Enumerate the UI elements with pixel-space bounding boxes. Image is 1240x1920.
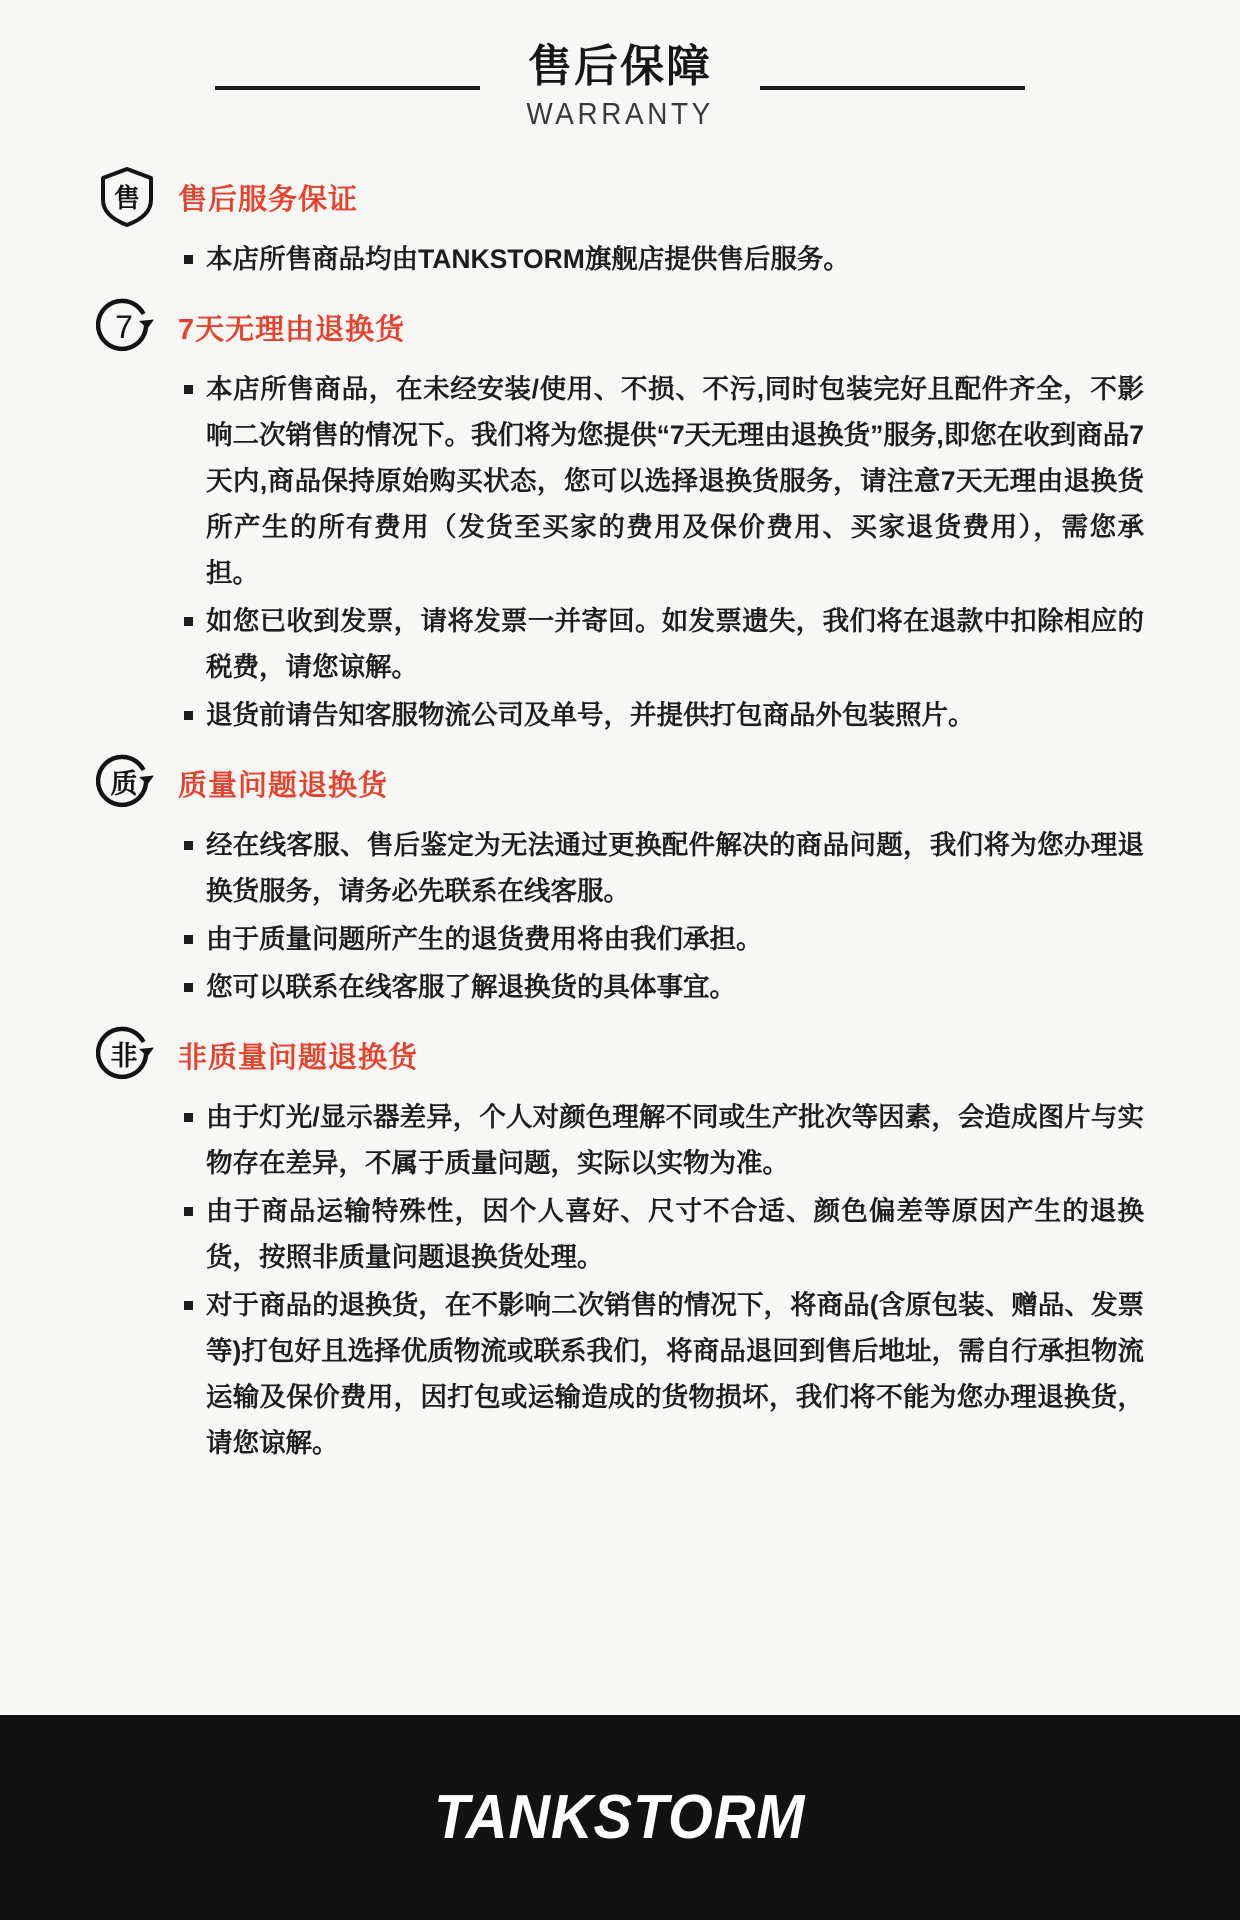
svg-text:非: 非 <box>110 1041 138 1073</box>
svg-text:7: 7 <box>115 309 133 346</box>
header-title-row <box>0 44 1240 132</box>
section-seven-day-return <box>96 296 1144 738</box>
refresh-zhi-icon <box>96 752 158 814</box>
brand-logo-text: TANKSTORM <box>434 1783 806 1852</box>
list-item: 经在线客服、售后鉴定为无法通过更换配件解决的商品问题，我们将为您办理退换货服务，请务必先联系在线客服。 <box>182 822 1144 914</box>
section-title: 7天无理由退换货 <box>178 313 406 346</box>
header-title-block <box>516 44 724 132</box>
section-header <box>96 296 1144 358</box>
section-header <box>96 166 1144 228</box>
section-header <box>96 1024 1144 1086</box>
list-item: 由于灯光/显示器差异，个人对颜色理解不同或生产批次等因素，会造成图片与实物存在差异，不属于质量问题，实际以实物为准。 <box>182 1094 1144 1186</box>
section-header <box>96 752 1144 814</box>
list-item: 对于商品的退换货，在不影响二次销售的情况下，将商品(含原包装、赠品、发票等)打包好且选择优质物流或联系我们，将商品退回到售后地址，需自行承担物流运输及保价费用，因打包或运输造成的货物损坏，我们将不能为您办理退换货，请您谅解。 <box>182 1282 1144 1466</box>
section-title: 质量问题退换货 <box>178 769 389 802</box>
shield-shou-icon <box>96 166 158 228</box>
footer-brand-band <box>0 1715 1240 1920</box>
list-item: 本店所售商品，在未经安装/使用、不损、不污,同时包装完好且配件齐全，不影响二次销售的情况下。我们将为您提供“7天无理由退换货”服务,即您在收到商品7天内,商品保持原始购买状态，您可以选择退换货服务，请注意7天无理由退换货所产生的所有费用（发货至买家的费用及保价费用、买家退货费用），需您承担。 <box>182 366 1144 596</box>
bullet-list <box>96 366 1144 738</box>
page-header <box>0 0 1240 132</box>
svg-text:质: 质 <box>110 769 138 801</box>
section-quality-return <box>96 752 1144 1010</box>
page-title-cn: 售后保障 <box>528 42 712 91</box>
svg-text:售: 售 <box>113 184 141 215</box>
list-item: 您可以联系在线客服了解退换货的具体事宜。 <box>182 964 1144 1010</box>
bullet-list <box>96 822 1144 1010</box>
header-rule-left <box>215 86 480 90</box>
page-title-en: WARRANTY <box>526 96 714 132</box>
section-after-sales-guarantee <box>96 166 1144 282</box>
list-item: 如您已收到发票，请将发票一并寄回。如发票遗失，我们将在退款中扣除相应的税费，请您谅解。 <box>182 598 1144 690</box>
header-rule-right <box>760 86 1025 90</box>
warranty-sections <box>0 132 1240 1715</box>
bullet-list <box>96 236 1144 282</box>
refresh-fei-icon <box>96 1024 158 1086</box>
list-item: 退货前请告知客服物流公司及单号，并提供打包商品外包装照片。 <box>182 692 1144 738</box>
list-item: 由于质量问题所产生的退货费用将由我们承担。 <box>182 916 1144 962</box>
section-title: 售后服务保证 <box>178 183 359 216</box>
list-item: 本店所售商品均由TANKSTORM旗舰店提供售后服务。 <box>182 236 1144 282</box>
list-item: 由于商品运输特殊性，因个人喜好、尺寸不合适、颜色偏差等原因产生的退换货，按照非质量问题退换货处理。 <box>182 1188 1144 1280</box>
section-title: 非质量问题退换货 <box>178 1041 419 1074</box>
bullet-list <box>96 1094 1144 1466</box>
section-non-quality-return <box>96 1024 1144 1466</box>
refresh-seven-icon <box>96 296 158 358</box>
